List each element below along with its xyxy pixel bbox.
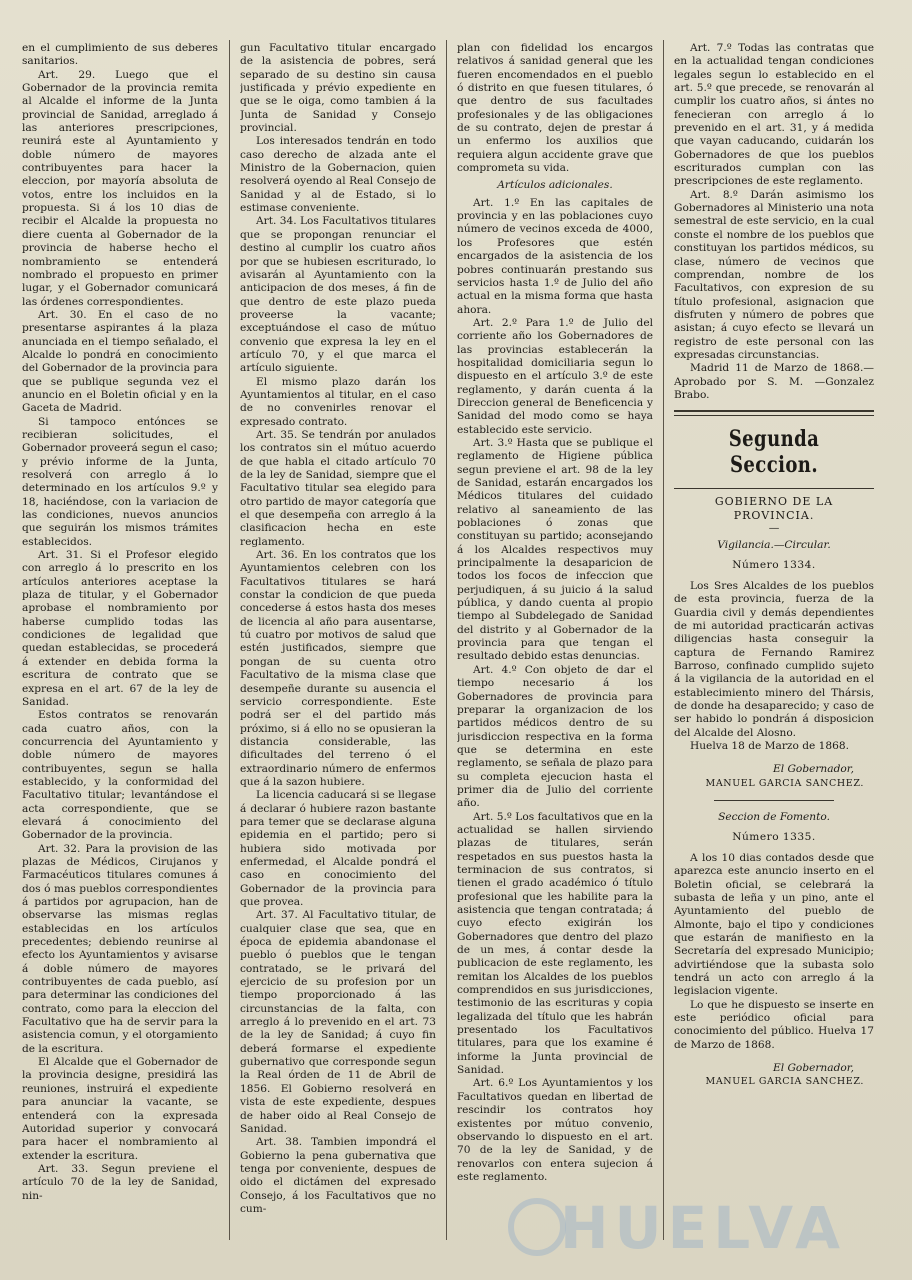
notice-subtitle: Seccion de Fomento.: [718, 811, 830, 824]
section-rule: [674, 488, 874, 489]
paragraph: Lo que he dispuesto se inserte en este periódico oficial para conocimiento del público. Huelva 17 de Marzo de 1868.: [674, 998, 874, 1051]
signature-name: MANUEL GARCIA SANCHEZ.: [705, 1076, 864, 1088]
paragraph: Art. 5.º Los facultativos que en la actualidad se hallen sirviendo plazas de titulares, serán respetados en sus puestos hasta la terminacion de sus contratos, si tienen el grado académico ó título profesional que les habilite para la asistencia que tengan contratada; á cuyo efecto exigirán los Gobernadores que dentro del plazo de un mes, á contar desde la publicacion de este reglamento, les remitan los Alcaldes de los pueblos comprendidos en sus jurisdicciones, testimonio de las escrituras y copia legalizada del título que les habrán presentado los Facultativos titulares, para que los examine é informe la Junta provincial de Sanidad.: [457, 810, 653, 1077]
watermark-text: HUELVA: [560, 1194, 847, 1262]
column-divider: [229, 40, 230, 1240]
notice-number: Número 1335.: [732, 830, 816, 843]
additional-articles-heading: Artículos adicionales.: [497, 179, 613, 192]
signature-title: El Gobernador,: [772, 763, 854, 776]
notice-subtitle: Vigilancia.—Circular.: [717, 539, 831, 552]
section-rule: [674, 410, 874, 416]
paragraph: El Alcalde que el Gobernador de la provincia designe, presidirá las reuniones, instruirá el expediente para anunciar la vacante, se entenderá con la expresada Autoridad superior y convocará para hacer el nombramiento al extender la escritura.: [22, 1056, 218, 1162]
paragraph: Art. 33. Segun previene el artículo 70 de la ley de Sanidad, nin-: [22, 1162, 218, 1202]
paragraph: Art. 6.º Los Ayuntamientos y los Facultativos quedan en libertad de rescindir los contratos hoy existentes por mútuo convenio, observando lo dispuesto en el art. 70 de la ley de Sanidad, y de renovarlos con entera sujecion á este reglamento.: [457, 1077, 653, 1183]
column-2: [240, 42, 436, 1247]
paragraph: A los 10 dias contados desde que aparezca este anuncio inserto en el Boletin oficial, se celebrará la subasta de leña y un pino, ante el Ayuntamiento del pueblo de Almonte, bajo el tipo y condiciones que estarán de manifiesto en la Secretaría del expresado Municipio; advirtiéndose que la subasta solo tendrá un acto con arreglo á la legislacion vigente.: [674, 851, 874, 998]
paragraph: Art. 37. Al Facultativo titular, de cualquier clase que sea, que en época de epidemia abandonase el pueblo ó pueblos que le tengan contratado, se le privará del ejercicio de su profesion por un tiempo proporcionado á las circunstancias de la falta, con arreglo á lo prevenido en el art. 73 de la ley de Sanidad; á cuyo fin deberá formarse el expediente gubernativo que corresponde segun la Real órden de 11 de Abril de 1856. El Gobierno resolverá en vista de este expediente, despues de haber oido al Real Consejo de Sanidad.: [240, 909, 436, 1135]
paragraph: Estos contratos se renovarán cada cuatro años, con la concurrencia del Ayuntamiento y doble número de mayores contribuyentes, segun se halla establecido, y la conformidad del Facultativo titular; levantándose el acta correspondiente, que se elevará á conocimiento del Gobernador de la provincia.: [22, 709, 218, 842]
paragraph: Art. 7.º Todas las contratas que en la actualidad tengan condiciones legales segun lo establecido en el art. 5.º que precede, se renovarán al cumplir los cuatro años, si ántes no fenecieran con arreglo á lo prevenido en el art. 31, y á medida que vayan caducando, cuidarán los Gobernadores de que los pueblos escriturados cumplan con las prescripciones de este reglamento.: [674, 42, 874, 188]
signature-title: El Gobernador,: [772, 1062, 854, 1074]
paragraph: Los Sres Alcaldes de los pueblos de esta provincia, fuerza de la Guardia civil y demás dependientes de mi autoridad practicarán activas diligencias hasta conseguir la captura de Fernando Ramirez Barroso, confinado cumplido sujeto á la vigilancia de la autoridad en el establecimiento minero del Thársis, de donde ha desaparecido; y caso de ser habido lo pondrán á disposicion del Alcalde del Alosno.: [674, 580, 874, 739]
paragraph: plan con fidelidad los encargos relativos á sanidad general que les fueren encomendados en el pueblo ó distrito en que fuesen titulares, ó que dentro de sus facultades profesionales y de las obligaciones de su contrato, dejen de prestar á un enfermo los auxilios que requiera algun accidente grave que comprometa su vida.: [457, 42, 653, 175]
paragraph: en el cumplimiento de sus deberes sanitarios.: [22, 42, 218, 68]
paragraph: Art. 30. En el caso de no presentarse aspirantes á la plaza anunciada en el tiempo señalado, el Alcalde lo pondrá en conocimiento del Gobernador de la provincia para que se publique segunda vez el anuncio en el Boletin oficial y en la Gaceta de Madrid.: [22, 308, 218, 415]
paragraph: gun Facultativo titular encargado de la asistencia de pobres, será separado de su destino sin causa justificada y prévio expediente en que se le oiga, como tambien á la Junta de Sanidad y Consejo provincial.: [240, 42, 436, 135]
government-heading: GOBIERNO DE LA PROVINCIA.: [714, 495, 834, 522]
paragraph: Art. 34. Los Facultativos titulares que se propongan renunciar el destino al cumplir los cuatro años por que se hubiesen escriturado, lo avisarán al Ayuntamiento con la anticipacion de dos meses, á fin de que dentro de este plazo pueda proveerse la vacante; exceptuándose el caso de mútuo convenio que expresa la ley en el artículo 70, y el que marca el artículo siguiente.: [240, 215, 436, 375]
paragraph: Art. 1.º En las capitales de provincia y en las poblaciones cuyo número de vecinos exceda de 4000, los Profesores que estén encargados de la asistencia de los pobres continuarán prestando sus servicios hasta 1.º de Julio del año actual en la misma forma que hasta ahora.: [457, 196, 653, 316]
paragraph: Art. 31. Si el Profesor elegido con arreglo á lo prescrito en los artículos anteriores aceptase la plaza de titular, y el Gobernador aprobase el nombramiento por haberse cumplido todas las condiciones de legalidad que quedan establecidas, se procederá á extender en debida forma la escritura de contrato que se expresa en el art. 67 de la ley de Sanidad.: [22, 549, 218, 708]
paragraph: Art. 29. Luego que el Gobernador de la provincia remita al Alcalde el informe de la Junta provincial de Sanidad, arreglado á las anteriores prescripciones, reunirá este al Ayuntamiento y doble número de mayores contribuyentes para hacer la eleccion, por mayoría absoluta de votos, entre los incluidos en la propuesta. Si á los 10 dias de recibir el Alcalde la propuesta no diere cuenta al Gobernador de la provincia de haberse hecho el nombramiento se entenderá nombrado el propuesto en primer lugar, y el Gobernador comunicará las órdenes correspondientes.: [22, 68, 218, 308]
paragraph: Madrid 11 de Marzo de 1868.— Aprobado por S. M. —Gonzalez Brabo.: [674, 362, 874, 401]
separator-rule: [714, 800, 834, 801]
watermark-logo: [560, 1178, 900, 1278]
paragraph: El mismo plazo darán los Ayuntamientos al titular, en el caso de no convenirles renovar el expresado contrato.: [240, 375, 436, 428]
notice-date: Huelva 18 de Marzo de 1868.: [690, 740, 849, 753]
signature-name: MANUEL GARCIA SANCHEZ.: [705, 777, 864, 789]
dash-separator: —: [768, 521, 780, 534]
paragraph: Art. 32. Para la provision de las plazas de Médicos, Cirujanos y Farmacéuticos titulares comunes á dos ó mas pueblos correspondientes á partidos por agrupacion, han de observarse las mismas reglas establecidas en los artículos precedentes; debiendo reunirse al efecto los Ayuntamientos y avisarse á doble número de mayores contribuyentes de cada pueblo, así para determinar las condiciones del contrato, como para la eleccion del Facultativo que ha de servir para la asistencia comun, y el otorgamiento de la escritura.: [22, 842, 218, 1055]
paragraph: Art. 38. Tambien impondrá el Gobierno la pena gubernativa que tenga por conveniente, despues de oido el dictámen del expresado Consejo, á los Facultativos que no cum-: [240, 1136, 436, 1215]
paragraph: Art. 35. Se tendrán por anulados los contratos sin el mútuo acuerdo de que habla el citado artículo 70 de la ley de Sanidad, siempre que el Facultativo titular sea elegido para otro partido de mayor categoría que el que desempeña con arreglo á la clasificacion hecha en este reglamento.: [240, 428, 436, 548]
column-4: [674, 42, 874, 1247]
paragraph: Si tampoco entónces se recibieran solicitudes, el Gobernador proveerá segun el caso; y prévio informe de la Junta, resolverá con arreglo á lo determinado en los artículos 9.º y 18, haciéndose, con la variacion de las condiciones, nuevos anuncios que seguirán los mismos trámites establecidos.: [22, 415, 218, 548]
paragraph: Art. 8.º Darán asimismo los Gobernadores al Ministerio una nota semestral de este servicio, en la cual conste el nombre de los pueblos que constituyan los partidos médicos, su clase, número de vecinos que comprendan, nombre de los Facultativos, con expresion de su título profesional, asignacion que disfruten y número de pobres que asistan; á cuyo efecto se llevará un registro de este personal con las expresadas circunstancias.: [674, 188, 874, 361]
column-divider: [446, 40, 447, 1240]
paragraph: Art. 36. En los contratos que los Ayuntamientos celebren con los Facultativos titulares se hará constar la condicion de que pueda concederse á estos hasta dos meses de licencia al año para ausentarse, tú cuatro por motivos de salud que estén justificados, siempre que pongan de su cuenta otro Facultativo de la misma clase que desempeñe durante su ausencia el servicio correspondiente. Este podrá ser el del partido más próximo, si á ello no se opusieran la distancia considerable, las dificultades del terreno ó el extraordinario número de enfermos que á la sazon hubiere.: [240, 549, 436, 788]
paragraph: Art. 2.º Para 1.º de Julio del corriente año los Gobernadores de las provincias establecerán la hospitalidad domiciliaria segun lo dispuesto en el artículo 3.º de este reglamento, y darán cuenta á la Direccion general de Beneficencia y Sanidad del modo como se haya establecido este servicio.: [457, 316, 653, 436]
notice-number: Número 1334.: [732, 558, 816, 571]
paragraph: Los interesados tendrán en todo caso derecho de alzada ante el Ministro de la Gobernacion, quien resolverá oyendo al Real Consejo de Sanidad y al de Estado, si lo estimase conveniente.: [240, 135, 436, 215]
paragraph: Art. 4.º Con objeto de dar el tiempo necesario á los Gobernadores de provincia para preparar la organizacion de los partidos médicos dentro de su jurisdiccion respectiva en la forma que se determina en este reglamento, se señala de plazo para su completa ejecucion hasta el primer dia de Julio del corriente año.: [457, 663, 653, 810]
column-3: [457, 42, 653, 1247]
watermark-icon: [508, 1198, 566, 1256]
column-1: [22, 42, 218, 1247]
paragraph: Art. 3.º Hasta que se publique el reglamento de Higiene pública segun previene el art. 98 de la ley de Sanidad, estarán encargados los Médicos titulares del cuidado relativo al saneamiento de las poblaciones ó zonas que constituyan su partido; aconsejando á los Alcaldes respectivos muy principalmente la desaparicion de todos los focos de infeccion que perjudiquen, á su juicio á la salud pública, y dando cuenta al propio tiempo al Subdelegado de Sanidad del distrito y al Gobernador de la provincia para que tengan el resultado debido estas denuncias.: [457, 436, 653, 663]
column-divider: [663, 40, 664, 1240]
paragraph: La licencia caducará si se llegase á declarar ó hubiere razon bastante para temer que se declarase alguna epidemia en el partido; pero si hubiera sido motivada por enfermedad, el Alcalde pondrá el caso en conocimiento del Gobernador de la provincia para que provea.: [240, 789, 436, 908]
section-title: Segunda Seccion.: [728, 426, 820, 479]
